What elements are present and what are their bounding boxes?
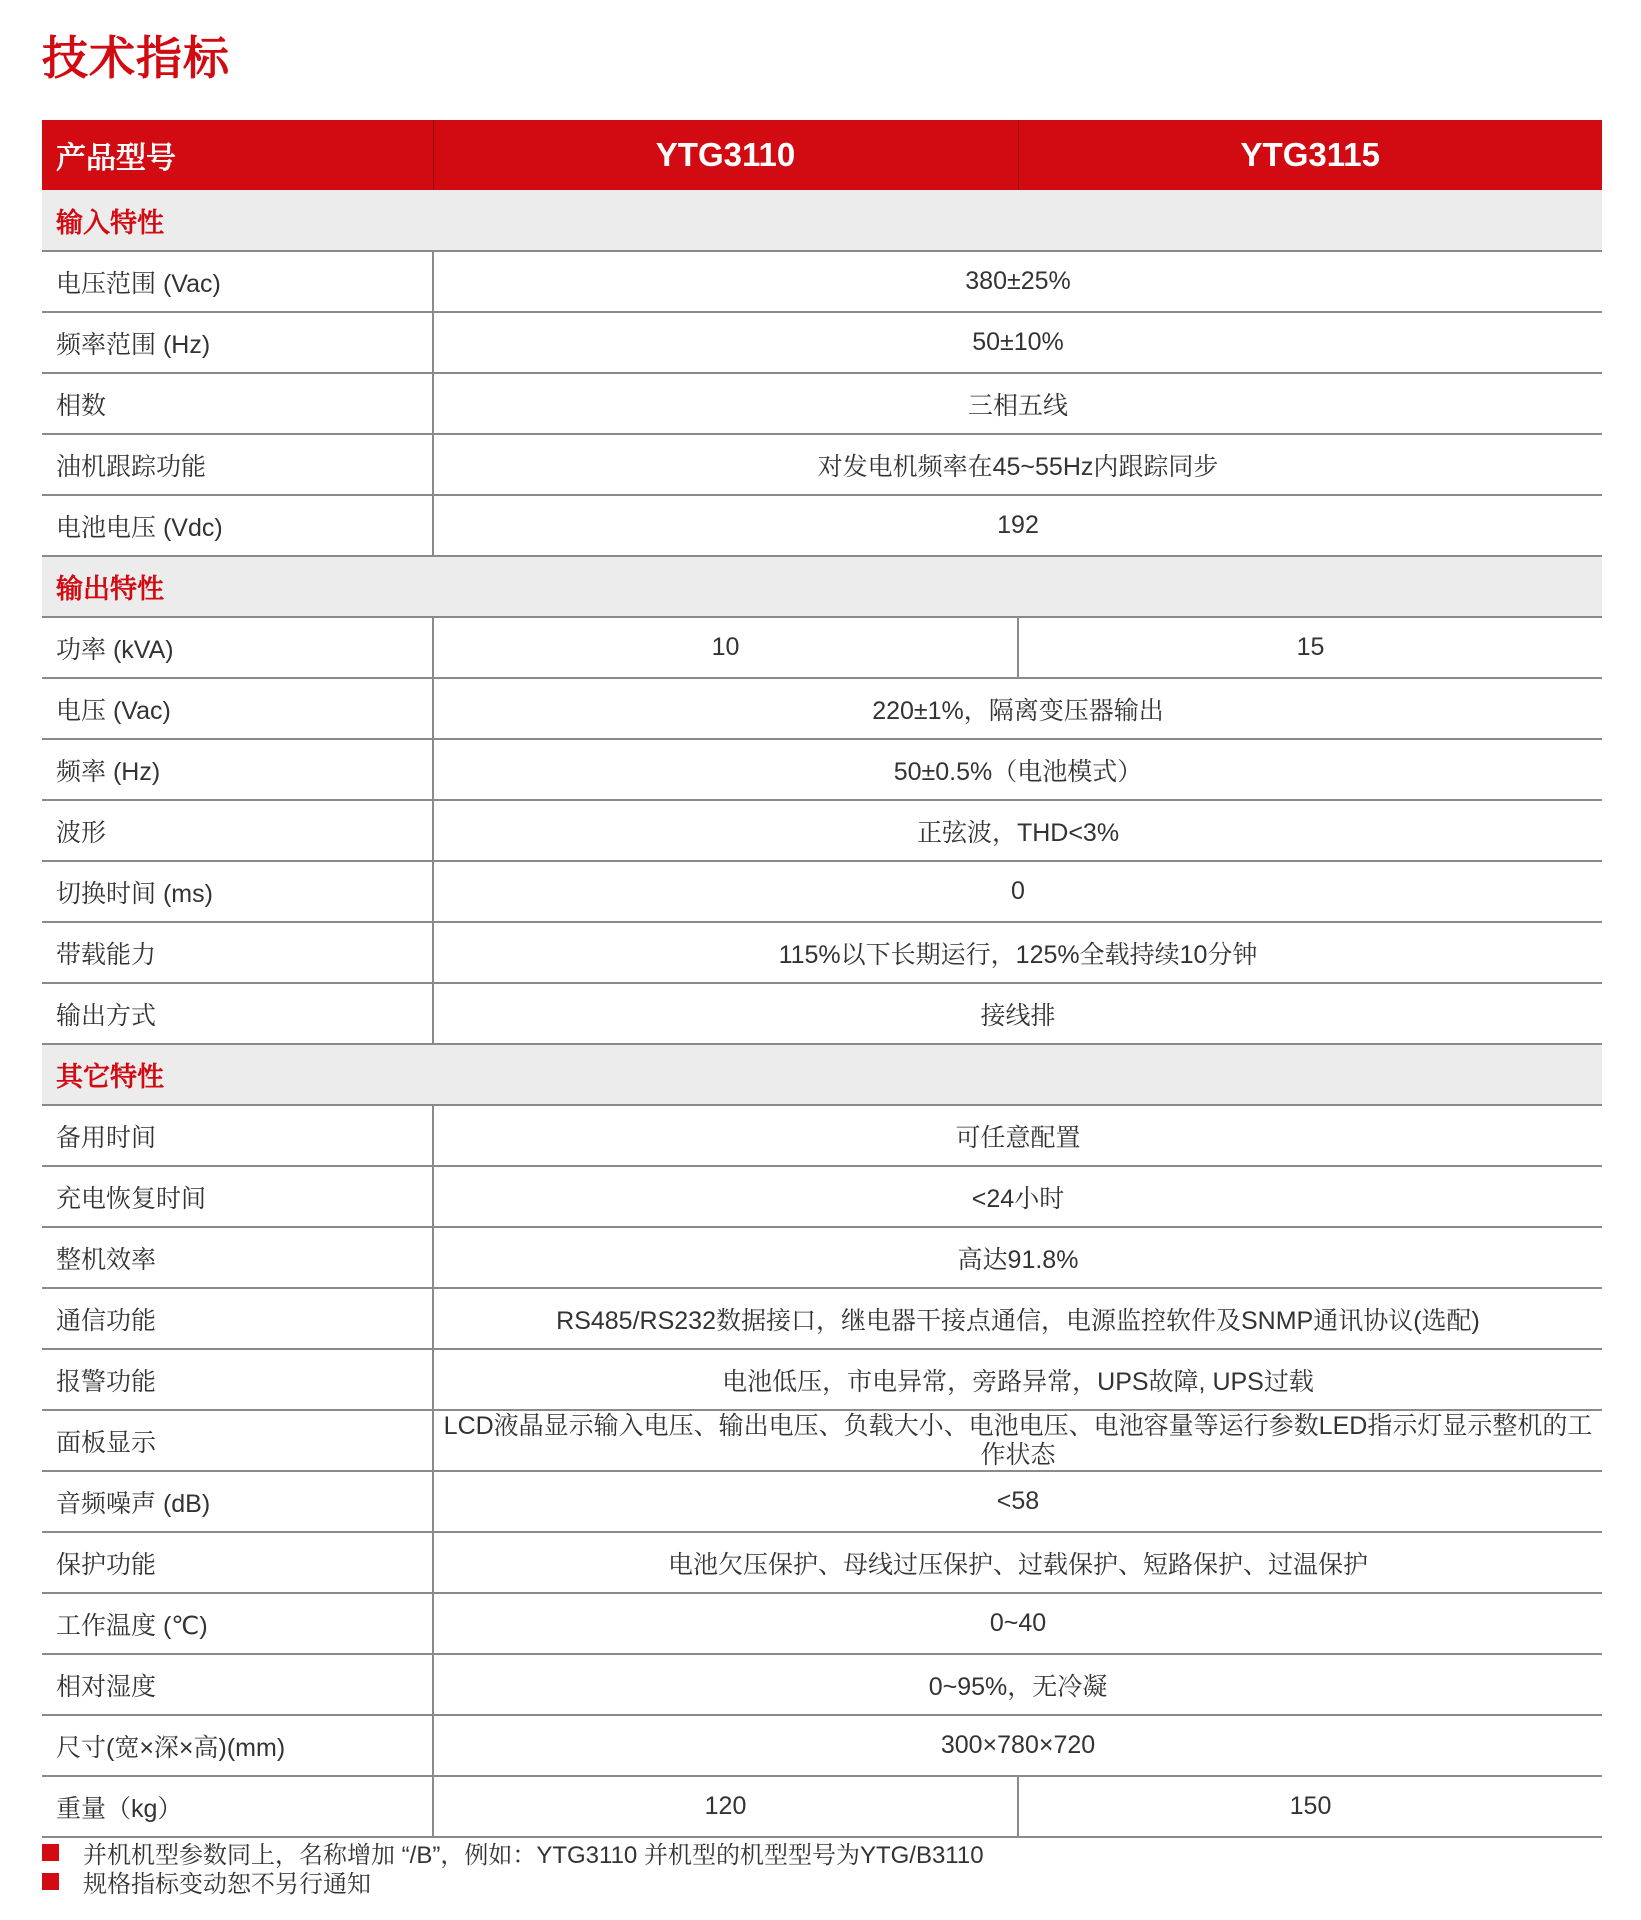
table-row — [42, 1471, 1602, 1532]
row-value: 三相五线 — [433, 373, 1602, 434]
row-label: 报警功能 — [42, 1349, 433, 1410]
section-title: 输入特性 — [42, 190, 1602, 251]
row-label: 电压范围 (Vac) — [42, 251, 433, 312]
row-label: 功率 (kVA) — [42, 617, 433, 678]
table-row — [42, 1715, 1602, 1776]
table-row — [42, 373, 1602, 434]
section-title: 其它特性 — [42, 1044, 1602, 1105]
row-value: 对发电机频率在45~55Hz内跟踪同步 — [433, 434, 1602, 495]
row-value-ytg3115: 15 — [1018, 617, 1602, 678]
row-label: 带载能力 — [42, 922, 433, 983]
row-value: 0~95%，无冷凝 — [433, 1654, 1602, 1715]
row-value: 接线排 — [433, 983, 1602, 1044]
row-value: 电池欠压保护、母线过压保护、过载保护、短路保护、过温保护 — [433, 1532, 1602, 1593]
row-value: 380±25% — [433, 251, 1602, 312]
table-row — [42, 1776, 1602, 1837]
footnote — [42, 1867, 1602, 1896]
row-value-ytg3110: 120 — [433, 1776, 1018, 1837]
header-label: 产品型号 — [42, 120, 433, 190]
section-row — [42, 190, 1602, 251]
row-value: 192 — [433, 495, 1602, 556]
bullet-square-icon — [42, 1844, 59, 1861]
row-label: 频率 (Hz) — [42, 739, 433, 800]
table-row — [42, 1288, 1602, 1349]
row-value: <58 — [433, 1471, 1602, 1532]
row-value: 50±0.5%（电池模式） — [433, 739, 1602, 800]
row-value: 高达91.8% — [433, 1227, 1602, 1288]
bullet-square-icon — [42, 1873, 59, 1890]
table-row — [42, 861, 1602, 922]
footnote-text: 并机机型参数同上，名称增加 “/B”，例如：YTG3110 并机型的机型型号为YTG/B3110 — [83, 1842, 984, 1869]
table-row — [42, 1105, 1602, 1166]
row-value: LCD液晶显示输入电压、输出电压、负载大小、电池电压、电池容量等运行参数LED指示灯显示整机的工作状态 — [433, 1410, 1602, 1471]
table-row — [42, 1349, 1602, 1410]
row-value: 0 — [433, 861, 1602, 922]
row-value: <24小时 — [433, 1166, 1602, 1227]
table-row — [42, 1410, 1602, 1471]
row-value-ytg3110: 10 — [433, 617, 1018, 678]
table-row — [42, 251, 1602, 312]
section-row — [42, 556, 1602, 617]
row-value: 300×780×720 — [433, 1715, 1602, 1776]
row-value: RS485/RS232数据接口，继电器干接点通信，电源监控软件及SNMP通讯协议(选配) — [433, 1288, 1602, 1349]
row-label: 相数 — [42, 373, 433, 434]
table-row — [42, 922, 1602, 983]
row-label: 备用时间 — [42, 1105, 433, 1166]
header-model-ytg3115: YTG3115 — [1018, 120, 1602, 190]
table-row — [42, 617, 1602, 678]
row-label: 电池电压 (Vdc) — [42, 495, 433, 556]
table-row — [42, 495, 1602, 556]
spec-table — [42, 120, 1602, 1838]
row-label: 波形 — [42, 800, 433, 861]
row-label: 工作温度 (℃) — [42, 1593, 433, 1654]
page-title: 技术指标 — [42, 32, 230, 84]
table-row — [42, 312, 1602, 373]
row-value: 可任意配置 — [433, 1105, 1602, 1166]
table-row — [42, 739, 1602, 800]
footnotes — [42, 1838, 1602, 1896]
table-row — [42, 983, 1602, 1044]
section-row — [42, 1044, 1602, 1105]
row-label: 频率范围 (Hz) — [42, 312, 433, 373]
row-label: 通信功能 — [42, 1288, 433, 1349]
table-row — [42, 1593, 1602, 1654]
row-value: 正弦波，THD<3% — [433, 800, 1602, 861]
footnote-text: 规格指标变动恕不另行通知 — [83, 1871, 371, 1898]
row-label: 充电恢复时间 — [42, 1166, 433, 1227]
table-row — [42, 800, 1602, 861]
row-value: 0~40 — [433, 1593, 1602, 1654]
table-header-row — [42, 120, 1602, 190]
footnote — [42, 1838, 1602, 1867]
row-value: 50±10% — [433, 312, 1602, 373]
row-label: 整机效率 — [42, 1227, 433, 1288]
row-label: 保护功能 — [42, 1532, 433, 1593]
header-model-ytg3110: YTG3110 — [433, 120, 1018, 190]
row-label: 尺寸(宽×深×高)(mm) — [42, 1715, 433, 1776]
table-row — [42, 678, 1602, 739]
row-value: 电池低压，市电异常，旁路异常，UPS故障, UPS过载 — [433, 1349, 1602, 1410]
row-label: 电压 (Vac) — [42, 678, 433, 739]
row-label: 面板显示 — [42, 1410, 433, 1471]
row-label: 切换时间 (ms) — [42, 861, 433, 922]
row-value: 115%以下长期运行，125%全载持续10分钟 — [433, 922, 1602, 983]
table-row — [42, 1227, 1602, 1288]
row-label: 音频噪声 (dB) — [42, 1471, 433, 1532]
row-label: 油机跟踪功能 — [42, 434, 433, 495]
table-row — [42, 1532, 1602, 1593]
row-value-ytg3115: 150 — [1018, 1776, 1602, 1837]
row-value: 220±1%，隔离变压器输出 — [433, 678, 1602, 739]
section-title: 输出特性 — [42, 556, 1602, 617]
table-row — [42, 1166, 1602, 1227]
row-label: 输出方式 — [42, 983, 433, 1044]
table-row — [42, 1654, 1602, 1715]
row-label: 相对湿度 — [42, 1654, 433, 1715]
table-row — [42, 434, 1602, 495]
row-label: 重量（kg） — [42, 1776, 433, 1837]
